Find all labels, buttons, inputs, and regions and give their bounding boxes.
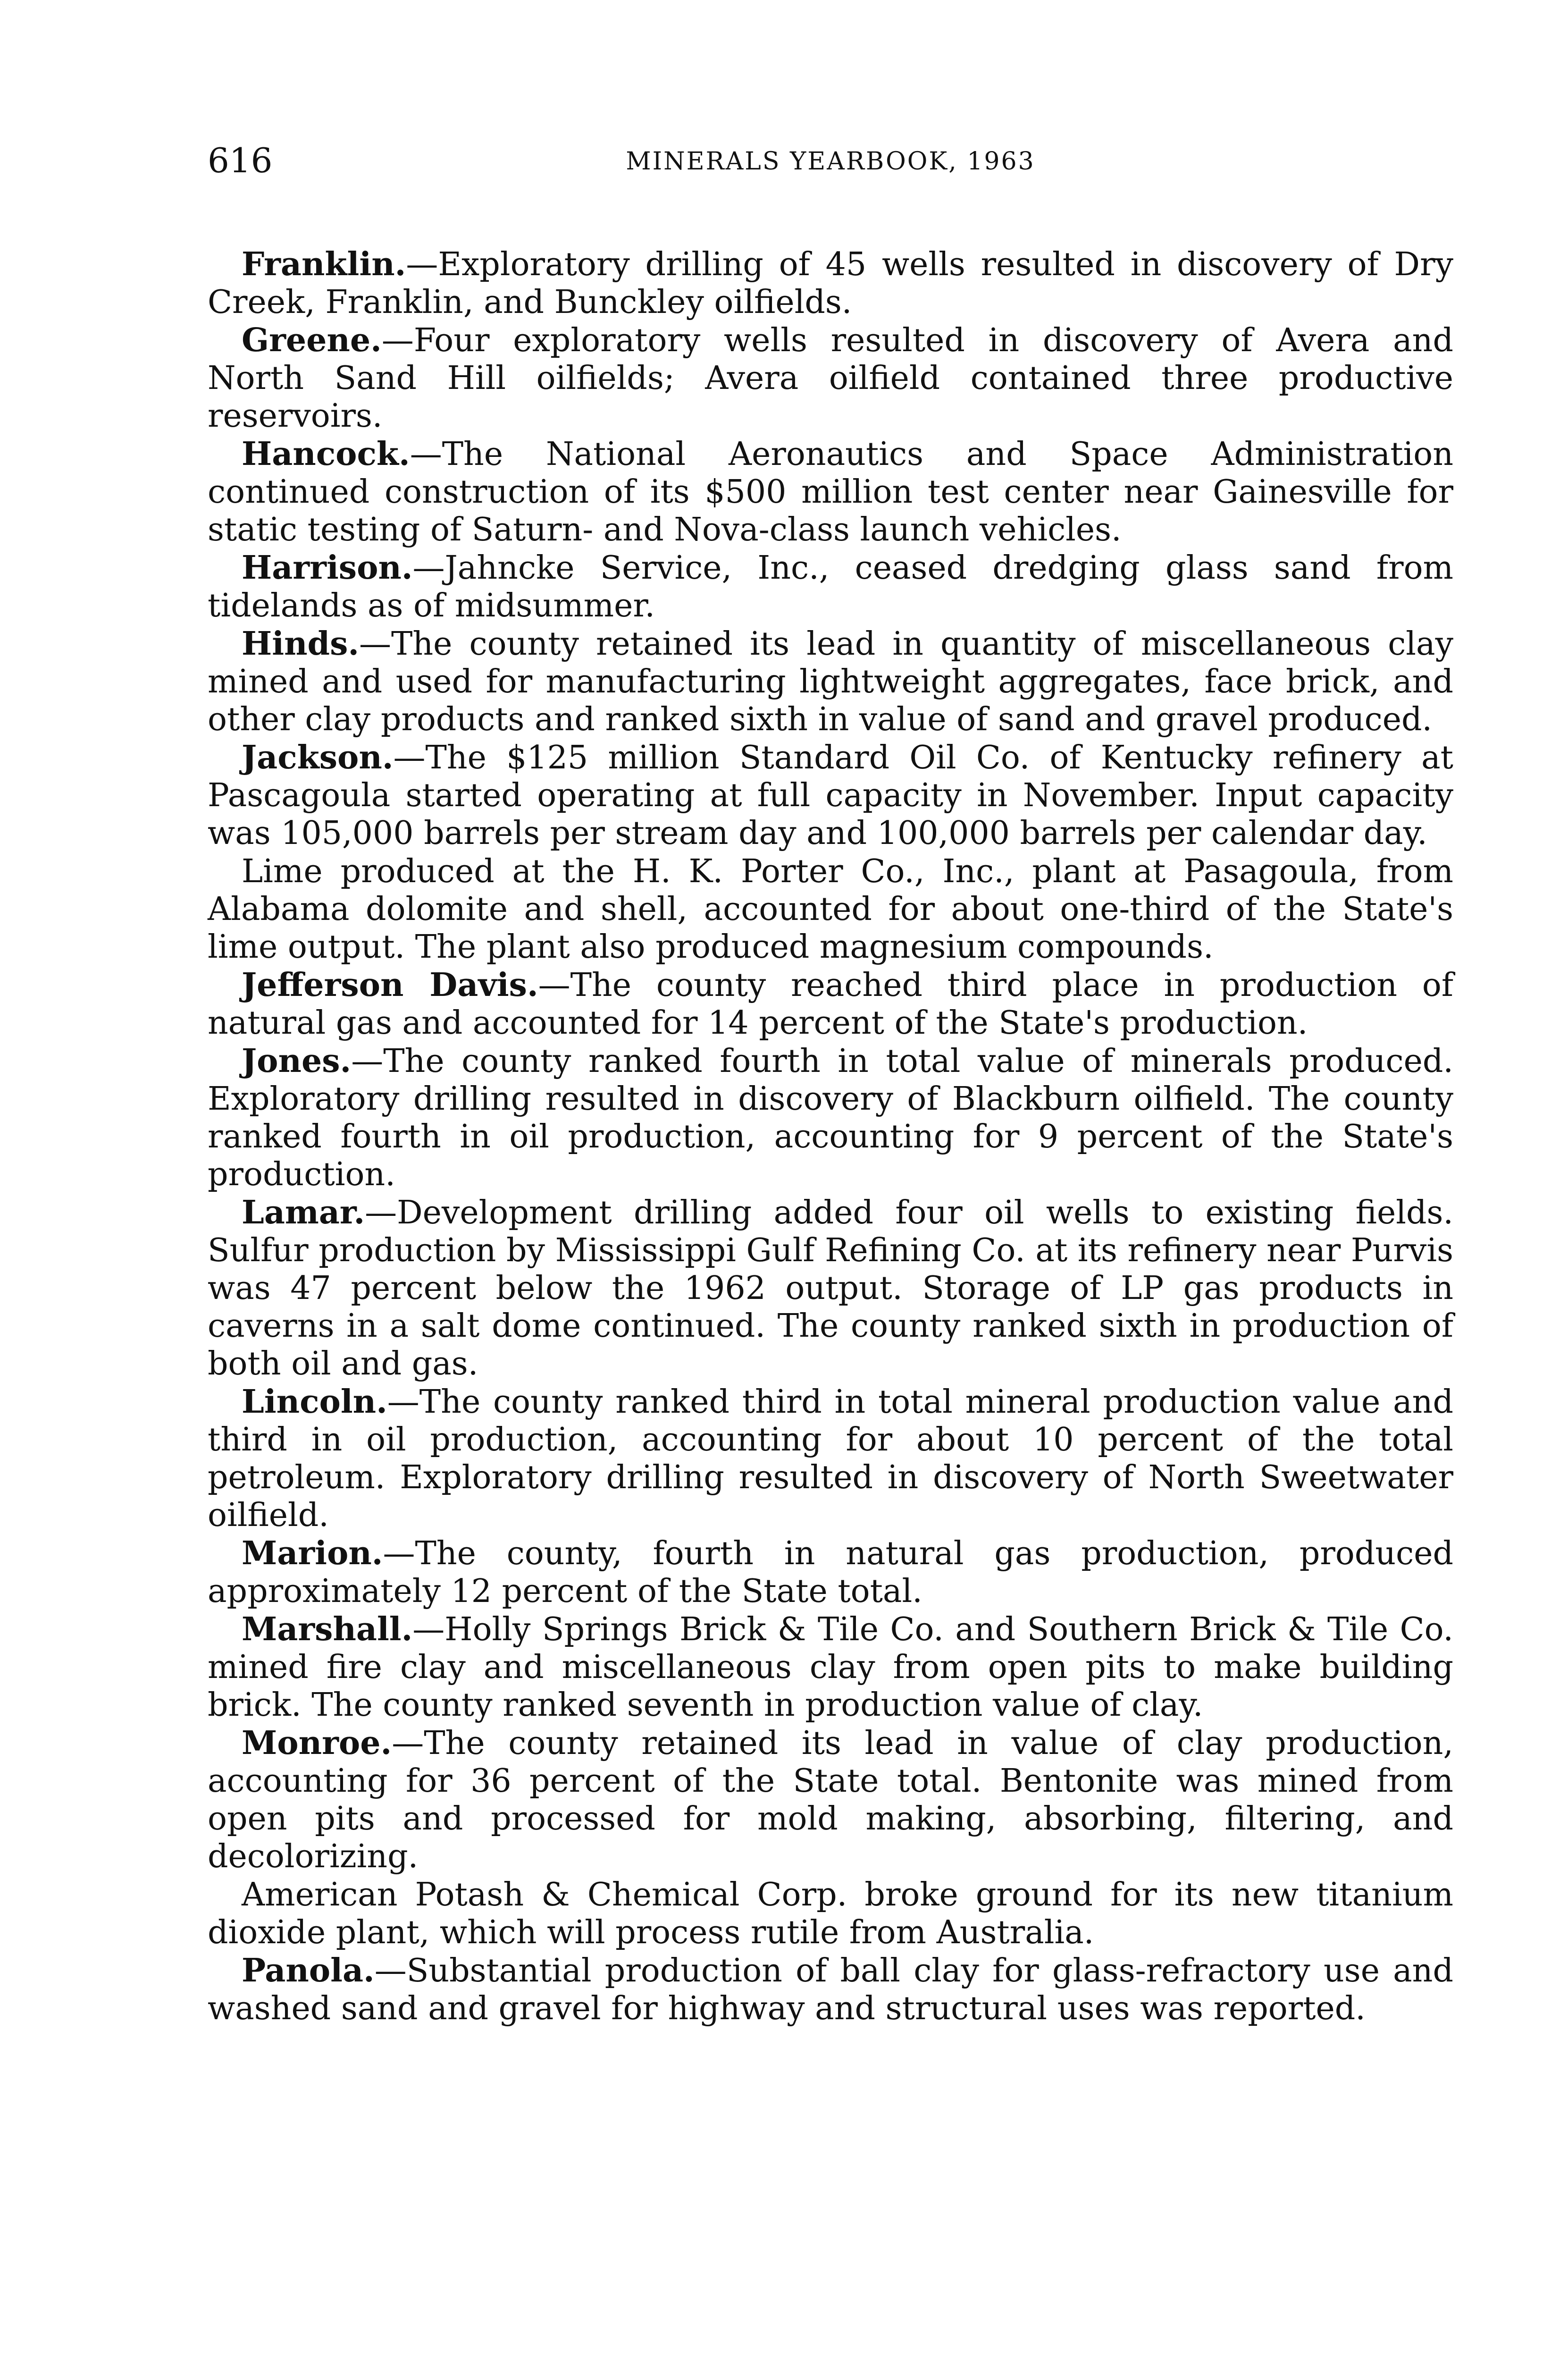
paragraph-american-potash xyxy=(208,1876,1453,1952)
paragraph-text: —The $125 million Standard Oil Co. of Kentucky refinery at Pascagoula started operating at full capacity in November. Input capacity was 105,000 barrels per stream day and 100,000 barrels per calendar day. xyxy=(208,739,1453,852)
running-header xyxy=(208,142,1453,198)
paragraph-text: —Exploratory drilling of 45 wells resulted in discovery of Dry Creek, Franklin, and Bunckley oilfields. xyxy=(208,246,1453,321)
running-title: MINERALS YEARBOOK, 1963 xyxy=(626,147,1035,176)
paragraph-marshall xyxy=(208,1610,1453,1724)
paragraph-monroe xyxy=(208,1724,1453,1876)
paragraph-text: Lime produced at the H. K. Porter Co., Inc., plant at Pasagoula, from Alabama dolomite and shell, accounted for about one-third of the State's lime output. The plant also produced magnesium compounds. xyxy=(208,853,1453,966)
paragraph-text: —Jahncke Service, Inc., ceased dredging glass sand from tidelands as of midsummer. xyxy=(208,549,1453,624)
county-heading: Hancock. xyxy=(242,435,410,473)
paragraph-greene xyxy=(208,321,1453,435)
county-heading: Marion. xyxy=(242,1534,383,1572)
page-content xyxy=(208,142,1453,2028)
page-number: 616 xyxy=(208,141,273,180)
paragraph-text: —The county retained its lead in quantity of miscellaneous clay mined and used for manufacturing lightweight aggregates, face brick, and other clay products and ranked sixth in value of sand and gravel produced. xyxy=(208,625,1453,738)
body-text xyxy=(208,245,1453,2028)
paragraph-text: —The county ranked third in total mineral production value and third in oil production, accounting for about 10 percent of the total petroleum. Exploratory drilling resulted in discovery of North Sweetwater oilfield. xyxy=(208,1383,1453,1534)
paragraph-harrison xyxy=(208,549,1453,625)
county-heading: Jackson. xyxy=(242,739,394,776)
paragraph-marion xyxy=(208,1534,1453,1610)
paragraph-text: —The county ranked fourth in total value of minerals produced. Exploratory drilling resulted in discovery of Blackburn oilfield. The county ranked fourth in oil production, accounting for 9 percent of the State's production. xyxy=(208,1043,1453,1193)
paragraph-text: —The National Aeronautics and Space Administration continued construction of its $500 million test center near Gainesville for static testing of Saturn- and Nova-class launch vehicles. xyxy=(208,436,1453,548)
paragraph-franklin xyxy=(208,245,1453,321)
paragraph-panola xyxy=(208,1952,1453,2028)
paragraph-lincoln xyxy=(208,1383,1453,1534)
county-heading: Jones. xyxy=(242,1042,352,1080)
county-heading: Hinds. xyxy=(242,625,360,663)
paragraph-text: American Potash & Chemical Corp. broke ground for its new titanium dioxide plant, which will process rutile from Australia. xyxy=(208,1876,1453,1951)
county-heading: Panola. xyxy=(242,1952,375,1989)
paragraph-hinds xyxy=(208,625,1453,739)
paragraph-jefferson-davis xyxy=(208,966,1453,1042)
county-heading: Franklin. xyxy=(242,245,406,283)
county-heading: Marshall. xyxy=(242,1610,413,1648)
county-heading: Lincoln. xyxy=(242,1383,387,1421)
paragraph-text: —Holly Springs Brick & Tile Co. and Southern Brick & Tile Co. mined fire clay and miscellaneous clay from open pits to make building brick. The county ranked seventh in production value of clay. xyxy=(208,1611,1453,1724)
paragraph-text: —The county retained its lead in value of clay production, accounting for 36 percent of the State total. Bentonite was mined from open pits and processed for mold making, absorbing, filtering, and decolorizing. xyxy=(208,1725,1453,1875)
paragraph-text: —The county reached third place in production of natural gas and accounted for 14 percent of the State's production. xyxy=(208,967,1453,1042)
paragraph-text: —The county, fourth in natural gas production, produced approximately 12 percent of the State total. xyxy=(208,1535,1453,1610)
paragraph-lime xyxy=(208,852,1453,966)
county-heading: Jefferson Davis. xyxy=(242,966,538,1004)
county-heading: Harrison. xyxy=(242,549,413,587)
paragraph-jackson xyxy=(208,739,1453,852)
county-heading: Lamar. xyxy=(242,1194,365,1231)
paragraph-text: —Development drilling added four oil wells to existing fields. Sulfur production by Mississippi Gulf Refining Co. at its refinery near Purvis was 47 percent below the 1962 output. Storage of LP gas products in caverns in a salt dome continued. The county ranked sixth in production of both oil and gas. xyxy=(208,1194,1453,1382)
county-heading: Greene. xyxy=(242,321,382,359)
paragraph-text: —Substantial production of ball clay for glass-refractory use and washed sand and gravel for highway and structural uses was reported. xyxy=(208,1952,1453,2027)
paragraph-jones xyxy=(208,1042,1453,1194)
county-heading: Monroe. xyxy=(242,1724,392,1762)
paragraph-lamar xyxy=(208,1194,1453,1383)
paragraph-text: —Four exploratory wells resulted in discovery of Avera and North Sand Hill oilfields; Avera oilfield contained three productive reservoirs. xyxy=(208,322,1453,435)
paragraph-hancock xyxy=(208,435,1453,549)
